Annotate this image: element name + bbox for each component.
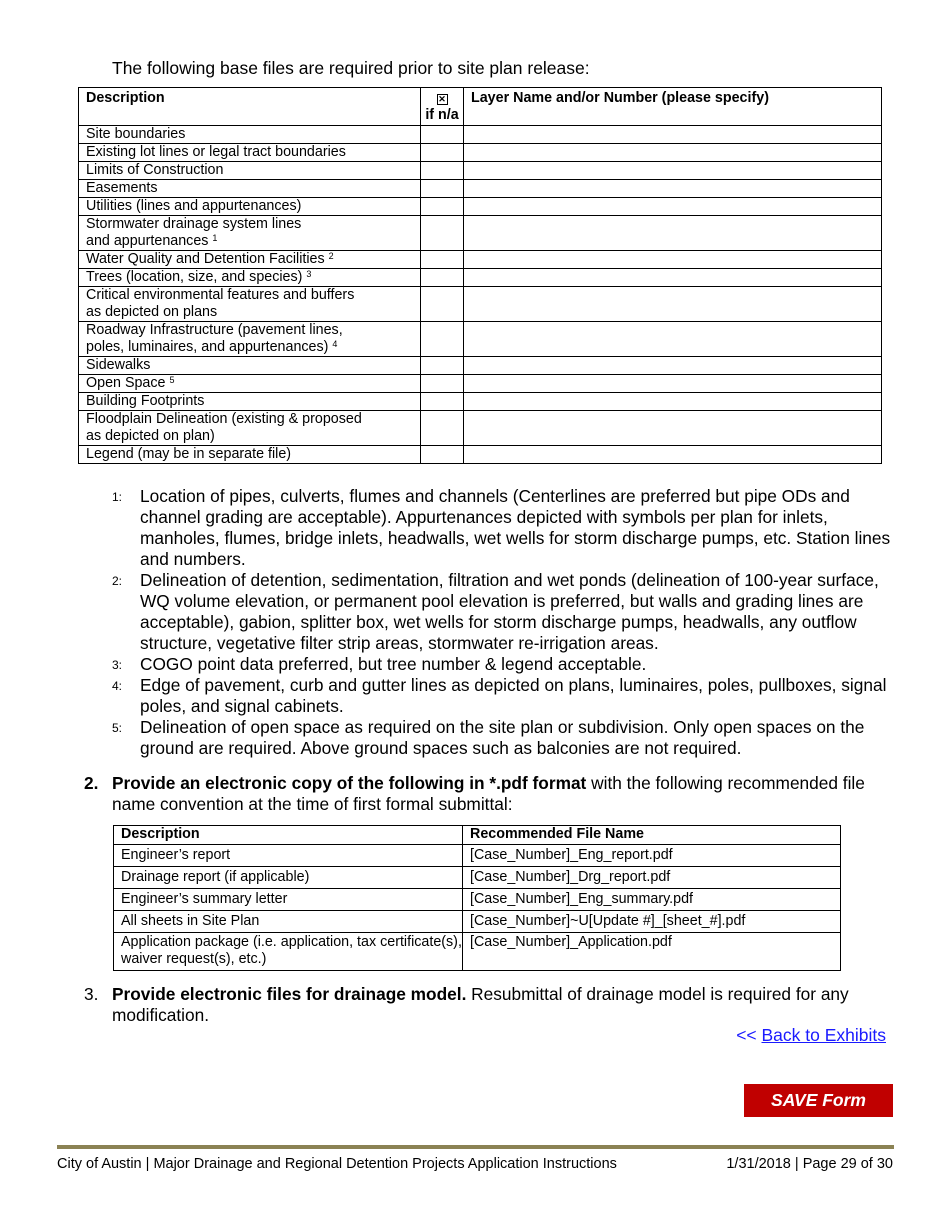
row-description: Site boundaries — [79, 126, 421, 144]
back-to-exhibits — [736, 1025, 886, 1046]
footnote — [112, 675, 902, 717]
layer-name-cell[interactable] — [464, 357, 882, 375]
header-description: Description — [114, 826, 463, 845]
footnote-ref: 5 — [169, 375, 175, 385]
row-description: Building Footprints — [79, 393, 421, 411]
item-3 — [84, 984, 894, 1026]
table-row — [79, 144, 882, 162]
row-description: Easements — [79, 180, 421, 198]
na-checkbox-cell[interactable] — [421, 287, 464, 322]
footnote-number: 3: — [112, 658, 123, 672]
na-checkbox-cell[interactable] — [421, 269, 464, 287]
footnote-text: Location of pipes, culverts, flumes and channels (Centerlines are preferred but pipe ODs and channel grading are acceptable). Appurtenances depicted with symbols per plan for inlets, manholes, flumes, bridge inlets, headwalls, wet wells for storm discharge pumps, etc. Station lines and numbers. — [140, 486, 891, 569]
table-row — [79, 251, 882, 269]
row-description: Drainage report (if applicable) — [114, 867, 463, 889]
row-description: Critical environmental features and buffers as depicted on plans — [79, 287, 421, 322]
table-header-row — [114, 826, 841, 845]
row-description: Utilities (lines and appurtenances) — [79, 198, 421, 216]
footnote — [112, 486, 902, 570]
na-checkbox-cell[interactable] — [421, 411, 464, 446]
checkbox-x-icon: ✕ — [438, 94, 446, 104]
table-row — [114, 845, 841, 867]
na-checkbox-cell[interactable] — [421, 446, 464, 464]
footnotes — [112, 486, 902, 759]
na-checkbox-cell[interactable] — [421, 375, 464, 393]
row-description: All sheets in Site Plan — [114, 911, 463, 933]
footnote-number: 4: — [112, 679, 123, 693]
na-checkbox-cell[interactable] — [421, 180, 464, 198]
save-form-button[interactable]: SAVE Form — [744, 1084, 893, 1117]
footer-left: City of Austin | Major Drainage and Regional Detention Projects Application Instructions — [57, 1156, 617, 1172]
footnote-text: COGO point data preferred, but tree number & legend acceptable. — [140, 654, 647, 674]
back-prefix: << — [736, 1025, 762, 1045]
table-row — [79, 287, 882, 322]
row-file-name: [Case_Number]~U[Update #]_[sheet_#].pdf — [463, 911, 841, 933]
row-file-name: [Case_Number]_Eng_report.pdf — [463, 845, 841, 867]
layer-name-cell[interactable] — [464, 269, 882, 287]
row-description: Trees (location, size, and species) $^3$ — [79, 269, 421, 287]
table-row — [79, 322, 882, 357]
layer-name-cell[interactable] — [464, 375, 882, 393]
na-checkbox-cell[interactable] — [421, 357, 464, 375]
table-row — [114, 933, 841, 971]
table-header-row — [79, 88, 882, 126]
na-checkbox-cell[interactable] — [421, 251, 464, 269]
row-description: Engineer’s summary letter — [114, 889, 463, 911]
layer-name-cell[interactable] — [464, 180, 882, 198]
row-description: Open Space $^5$ — [79, 375, 421, 393]
na-checkbox-cell[interactable] — [421, 393, 464, 411]
item-text: with the following recommended file name convention at the time of first formal submittal: — [112, 773, 865, 814]
na-checkbox-cell[interactable] — [421, 216, 464, 251]
header-file-name: Recommended File Name — [463, 826, 841, 845]
footnote-text: Edge of pavement, curb and gutter lines as depicted on plans, luminaires, poles, pullboxes, signal poles, and signal cabinets. — [140, 675, 887, 716]
row-file-name: [Case_Number]_Application.pdf — [463, 933, 841, 971]
layer-name-cell[interactable] — [464, 393, 882, 411]
table-row — [114, 867, 841, 889]
footnote-ref: 2 — [328, 251, 334, 261]
table-row — [79, 269, 882, 287]
layer-name-cell[interactable] — [464, 162, 882, 180]
footnote-number: 1: — [112, 490, 123, 504]
na-checkbox-cell[interactable] — [421, 126, 464, 144]
back-to-exhibits-link[interactable]: Back to Exhibits — [761, 1025, 886, 1045]
layer-name-cell[interactable] — [464, 251, 882, 269]
layer-name-cell[interactable] — [464, 411, 882, 446]
intro-text: The following base files are required prior to site plan release: — [112, 58, 590, 78]
footnote-text: Delineation of detention, sedimentation, filtration and wet ponds (delineation of 100-year surface, WQ volume elevation, or permanent pool elevation is preferred, but walls and grading lines are acceptable), gabion, splitter box, wet wells for storm discharge pumps, headwalls, any outflow structure, vegetative filter strip areas, stormwater re-irrigation areas. — [140, 570, 879, 653]
pdf-files-table — [113, 825, 841, 971]
footnote-ref: 3 — [306, 269, 312, 279]
table-row — [79, 216, 882, 251]
item-bold-text: Provide electronic files for drainage model. — [112, 984, 467, 1004]
footnote-ref: 1 — [212, 233, 218, 243]
row-file-name: [Case_Number]_Eng_summary.pdf — [463, 889, 841, 911]
na-checkbox-cell[interactable] — [421, 162, 464, 180]
table-row — [79, 393, 882, 411]
layer-name-cell[interactable] — [464, 198, 882, 216]
footer-rule — [57, 1145, 894, 1149]
layer-name-cell[interactable] — [464, 287, 882, 322]
header-layer: Layer Name and/or Number (please specify) — [464, 88, 882, 126]
header-na: ✕ if n/a — [421, 88, 464, 126]
row-description: Existing lot lines or legal tract boundaries — [79, 144, 421, 162]
footer-right: 1/31/2018 | Page 29 of 30 — [726, 1156, 893, 1172]
table-row — [114, 889, 841, 911]
layer-name-cell[interactable] — [464, 446, 882, 464]
footnote-ref: 4 — [332, 339, 338, 349]
footnote — [112, 654, 902, 675]
row-description: Engineer’s report — [114, 845, 463, 867]
na-checkbox-cell[interactable] — [421, 322, 464, 357]
row-description: Application package (i.e. application, tax certificate(s), waiver request(s), etc.) — [114, 933, 463, 971]
na-checkbox-cell[interactable] — [421, 144, 464, 162]
row-description: Limits of Construction — [79, 162, 421, 180]
item-number: 3. — [84, 984, 99, 1004]
footnote-number: 2: — [112, 574, 123, 588]
item-bold-text: Provide an electronic copy of the following in *.pdf format — [112, 773, 587, 793]
footnote — [112, 717, 902, 759]
item-text: Resubmittal of drainage model is required for any modification. — [112, 984, 849, 1025]
row-file-name: [Case_Number]_Drg_report.pdf — [463, 867, 841, 889]
table-row — [79, 180, 882, 198]
table-row — [79, 375, 882, 393]
table-row — [79, 162, 882, 180]
layer-name-cell[interactable] — [464, 126, 882, 144]
base-files-table — [78, 87, 882, 464]
table-row — [79, 126, 882, 144]
table-row — [79, 357, 882, 375]
header-description: Description — [79, 88, 421, 126]
footnote-text: Delineation of open space as required on the site plan or subdivision. Only open spaces on the ground are required. Above ground spaces such as balconies are not required. — [140, 717, 865, 758]
layer-name-cell[interactable] — [464, 322, 882, 357]
layer-name-cell[interactable] — [464, 144, 882, 162]
row-description: Stormwater drainage system lines and appurtenances $^1$ — [79, 216, 421, 251]
footnote-number: 5: — [112, 721, 123, 735]
item-2 — [84, 773, 884, 815]
footnote — [112, 570, 902, 654]
row-description: Roadway Infrastructure (pavement lines, poles, luminaires, and appurtenances) $^4$ — [79, 322, 421, 357]
na-checkbox-cell[interactable] — [421, 198, 464, 216]
layer-name-cell[interactable] — [464, 216, 882, 251]
row-description: Sidewalks — [79, 357, 421, 375]
table-row — [79, 198, 882, 216]
table-row — [79, 411, 882, 446]
item-number: 2. — [84, 773, 99, 793]
table-row — [114, 911, 841, 933]
row-description: Legend (may be in separate file) — [79, 446, 421, 464]
table-row — [79, 446, 882, 464]
row-description: Water Quality and Detention Facilities $^2$ — [79, 251, 421, 269]
row-description: Floodplain Delineation (existing & proposed as depicted on plan) — [79, 411, 421, 446]
